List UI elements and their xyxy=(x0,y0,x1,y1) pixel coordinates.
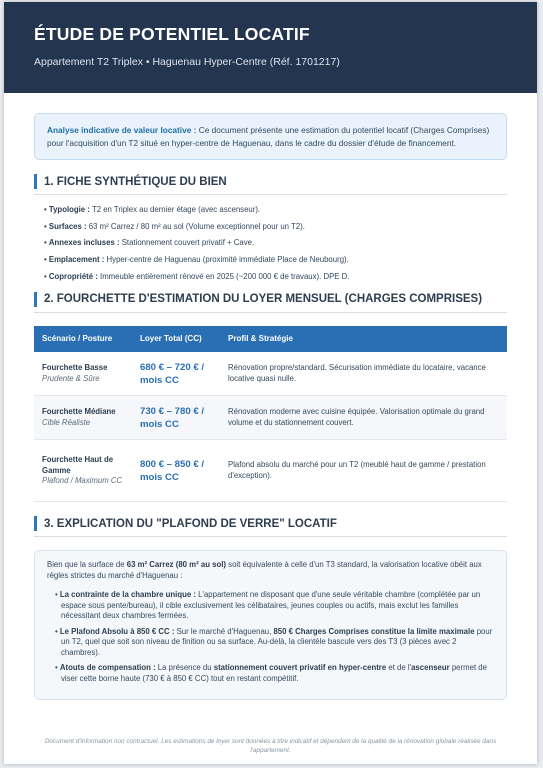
section-title-1: 1. FICHE SYNTHÉTIQUE DU BIEN xyxy=(44,175,227,188)
explanation-point xyxy=(55,663,494,684)
table-row xyxy=(34,396,507,440)
scenario-name: Fourchette Médiane xyxy=(42,407,116,417)
section-heading-2 xyxy=(34,292,507,313)
point-text: et de l' xyxy=(386,663,412,673)
scenario-name: Fourchette Basse xyxy=(42,363,108,372)
section-accent-bar xyxy=(34,516,37,531)
document-content xyxy=(4,93,537,700)
point-label: Le Plafond Absolu à 850 € CC : xyxy=(59,626,175,636)
scenario-cell xyxy=(34,396,132,440)
document-subtitle: Appartement T2 Triplex • Haguenau Hyper-Centre (Réf. 1701217) xyxy=(34,56,340,68)
scenario-cell xyxy=(34,440,132,502)
explanation-point xyxy=(55,627,494,659)
scenario-posture: Cible Réaliste xyxy=(42,417,91,427)
rent-range: 730 € – 780 € / mois CC xyxy=(132,396,220,440)
fact-text: 63 m² Carrez / 80 m² au sol (Volume exceptionnel pour un T2). xyxy=(86,221,305,231)
fact-label: Copropriété : xyxy=(48,271,98,281)
fact-item xyxy=(44,222,507,232)
fact-item xyxy=(44,272,507,282)
fact-label: Typologie : xyxy=(48,205,90,214)
section-title-2: 2. FOURCHETTE D'ESTIMATION DU LOYER MENSUEL (CHARGES COMPRISES) xyxy=(44,293,483,306)
fact-text: Hyper-centre de Haguenau (proximité immédiate Place de Neubourg). xyxy=(104,255,349,265)
section-title-3: 3. EXPLICATION DU "PLAFOND DE VERRE" LOCATIF xyxy=(44,517,337,530)
section-accent-bar xyxy=(34,174,37,189)
document-header xyxy=(4,2,537,93)
fact-item xyxy=(44,205,507,215)
fact-text: Immeuble entièrement rénové en 2025 (~200 000 € de travaux). DPE D. xyxy=(97,271,350,281)
point-text: L'appartement ne disposant que d'une seule véritable chambre (complétée par un espace sous pente/bureau), il cible exclusivement les célibataires, jeunes couples ou actifs, mais exclut les familles nécessitant deux chambres fermées. xyxy=(61,590,481,621)
scenario-cell xyxy=(34,352,132,396)
explanation-box xyxy=(34,550,507,700)
property-facts-list xyxy=(34,205,507,282)
table-header-row xyxy=(34,326,507,352)
column-header: Loyer Total (CC) xyxy=(132,326,220,352)
rent-estimate-table xyxy=(34,326,507,503)
document-page xyxy=(4,2,537,764)
section-accent-bar xyxy=(34,292,37,307)
section-heading-1 xyxy=(34,174,507,195)
text-run: Bien que la surface de xyxy=(47,560,127,570)
strategy-profile: Plafond absolu du marché pour un T2 (meublé haut de gamme / prestation d'exception). xyxy=(220,440,507,502)
text-emphasis: ascenseur xyxy=(411,663,450,673)
point-label: Atouts de compensation : xyxy=(59,663,156,673)
fact-label: Emplacement : xyxy=(48,255,105,265)
fact-item xyxy=(44,255,507,265)
intro-callout xyxy=(34,113,507,160)
point-text: permet de viser cette borne haute (730 € à 850 € CC) tout en restant compétitif. xyxy=(61,663,487,683)
scenario-posture: Plafond / Maximum CC xyxy=(42,476,123,485)
section-heading-3 xyxy=(34,516,507,537)
fact-label: Annexes incluses : xyxy=(48,238,120,248)
strategy-profile: Rénovation propre/standard. Sécurisation immédiate du locataire, vacance locative quasi nulle. xyxy=(220,352,507,396)
column-header: Scénario / Posture xyxy=(34,326,132,352)
point-text: Sur le marché d'Haguenau, xyxy=(174,626,274,636)
intro-text: Ce document présente une estimation du potentiel locatif (Charges Comprises) pour l'acquisition d'un T2 situé en hyper-centre de Haguenau, dans le cadre du dossier d'étude de financement. xyxy=(47,125,490,148)
intro-label: Analyse indicative de valeur locative : xyxy=(47,125,197,135)
text-emphasis: 850 € Charges Comprises constitue la limite maximale xyxy=(273,626,475,636)
disclaimer-footer: Document d'information non contractuel. Les estimations de loyer sont données à titre indicatif et dépendent de la qualité de la rénovation globale réalisée dans l'appartement. xyxy=(44,738,497,754)
fact-item xyxy=(44,238,507,248)
fact-text: Stationnement couvert privatif + Cave. xyxy=(119,238,255,248)
scenario-posture: Prudente & Sûre xyxy=(42,373,100,383)
explanation-point xyxy=(55,590,494,622)
column-header: Profil & Stratégie xyxy=(220,326,507,352)
point-text: pour un T2, quel que soit son niveau de finition ou sa surface. Au-delà, la clientèle bascule vers des T3 (3 pièces avec 2 chambres). xyxy=(61,626,493,657)
fact-text: T2 en Triplex au dernier étage (avec ascenseur). xyxy=(89,205,261,214)
explanation-points xyxy=(47,590,494,684)
text-emphasis: stationnement couvert privatif en hyper-centre xyxy=(213,663,387,673)
text-run: soit équivalente à celle d'un T3 standard, la valorisation locative obéit aux règles strictes du marché d'Haguenau : xyxy=(47,560,482,580)
rent-range: 800 € – 850 € / mois CC xyxy=(132,440,220,502)
point-text: La présence du xyxy=(155,663,214,673)
table-row xyxy=(34,352,507,396)
table-row xyxy=(34,440,507,502)
fact-label: Surfaces : xyxy=(48,221,87,231)
scenario-name: Fourchette Haut de Gamme xyxy=(42,455,114,475)
text-emphasis: 63 m² Carrez (80 m² au sol) xyxy=(126,560,226,570)
document-title: ÉTUDE DE POTENTIEL LOCATIF xyxy=(34,24,310,44)
explanation-intro xyxy=(47,560,494,581)
rent-range: 680 € – 720 € / mois CC xyxy=(132,352,220,396)
strategy-profile: Rénovation moderne avec cuisine équipée. Valorisation optimale du grand volume et du stationnement couvert. xyxy=(220,396,507,440)
point-label: La contrainte de la chambre unique : xyxy=(59,590,196,600)
